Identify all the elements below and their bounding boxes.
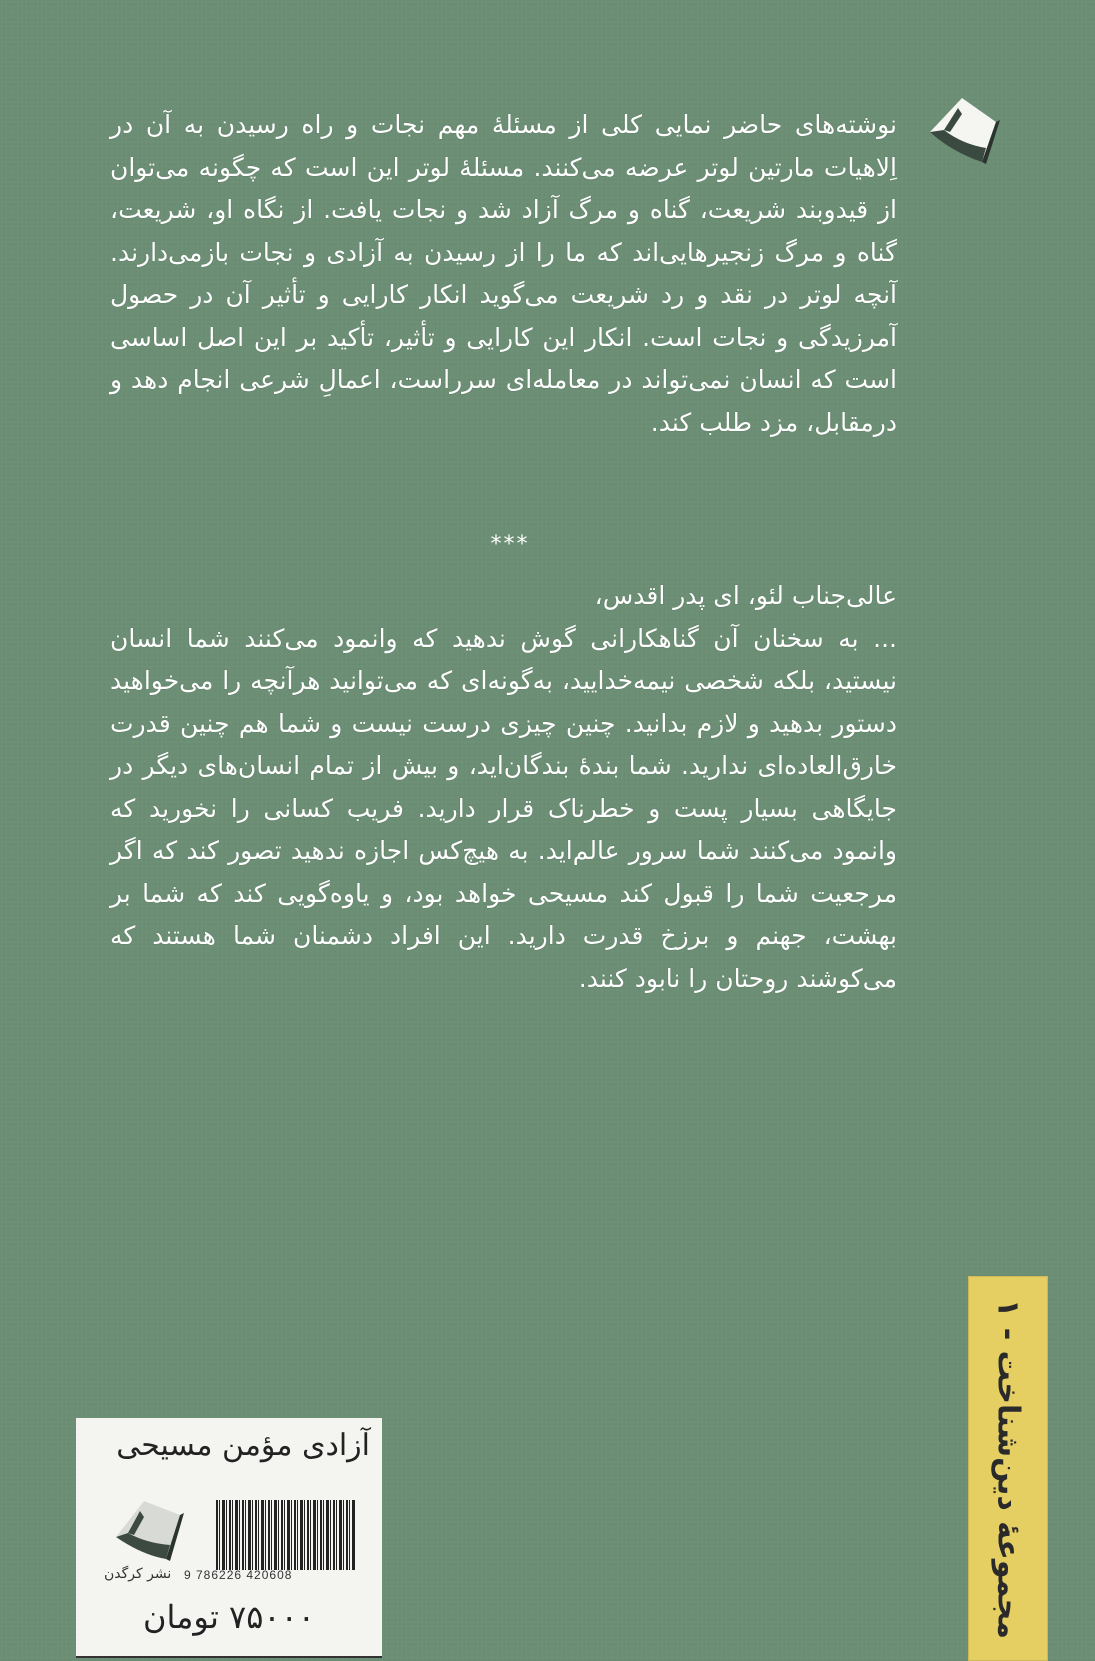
series-label-text: مجموعهٔ دین‌شناخت - ۱ <box>990 1298 1026 1639</box>
section-separator: *** <box>490 532 530 557</box>
series-label <box>968 1276 1048 1661</box>
barcode-icon <box>216 1500 356 1570</box>
publisher-name: نشر کرگدن <box>104 1566 172 1582</box>
price: ۷۵۰۰۰ تومان <box>143 1598 315 1636</box>
publisher-logo-icon <box>922 92 1002 166</box>
price-sticker <box>76 1418 382 1658</box>
letter-body: ... به سخنان آن گناهکارانی گوش ندهید که وانمود می‌کنند شما انسان نیستید، بلکه شخصی نیمه‌خدایید، به‌گونه‌ای که می‌توانید هرآنچه را می‌خواهید دستور بدهید و لازم بدانید. چنین چیزی درست نیست و شما هم چنین قدرت خارق‌العاده‌ای ندارید. شما بندهٔ بندگان‌اید، و بیش از تمام انسان‌های دیگر در جایگاهی بسیار پست و خطرناک قرار دارید. فریب کسانی را نخورید که وانمود می‌کنند شما سرور عالم‌اید. به هیچ‌کس اجازه ندهید تصور کند که اگر مرجعیت شما را قبول کند مسیحی خواهد بود، و یاوه‌گویی کند که شما بر بهشت، جهنم و برزخ قدرت دارید. این افراد دشمنان شما هستند که می‌کوشند روحتان را نابود کنند. <box>110 623 897 993</box>
intro-text: نوشته‌های حاضر نمایی کلی از مسئلهٔ مهم نجات و راه رسیدن به آن در اِلاهیات مارتین لوتر عرضه می‌کنند. مسئلهٔ لوتر این است که چگونه می‌توان از قیدوبند شریعت، گناه و مرگ آزاد شد و نجات یافت. از نگاه او، شریعت، گناه و مرگ زنجیرهایی‌اند که ما را از رسیدن به آزادی و نجات بازمی‌دارند. آنچه لوتر در نقد و رد شریعت می‌گوید انکار کارایی و تأثیر آن در حصول آمرزیدگی و نجات است. انکار این کارایی و تأثیر، تأکید بر این اصل اساسی است که انسان نمی‌تواند در معامله‌ای سرراست، اعمالِ شرعی انجام دهد و درمقابل، مزد طلب کند. <box>110 110 897 437</box>
letter-salutation: عالی‌جناب لئو، ای پدر اقدس، <box>594 581 897 610</box>
barcode-digits: 9 786226 420608 <box>184 1568 293 1582</box>
letter-excerpt <box>110 575 897 1000</box>
rhino-horn-logo-icon <box>108 1493 193 1565</box>
intro-paragraph <box>110 104 897 444</box>
sticker-book-title: آزادی مؤمن مسیحی <box>116 1428 370 1463</box>
